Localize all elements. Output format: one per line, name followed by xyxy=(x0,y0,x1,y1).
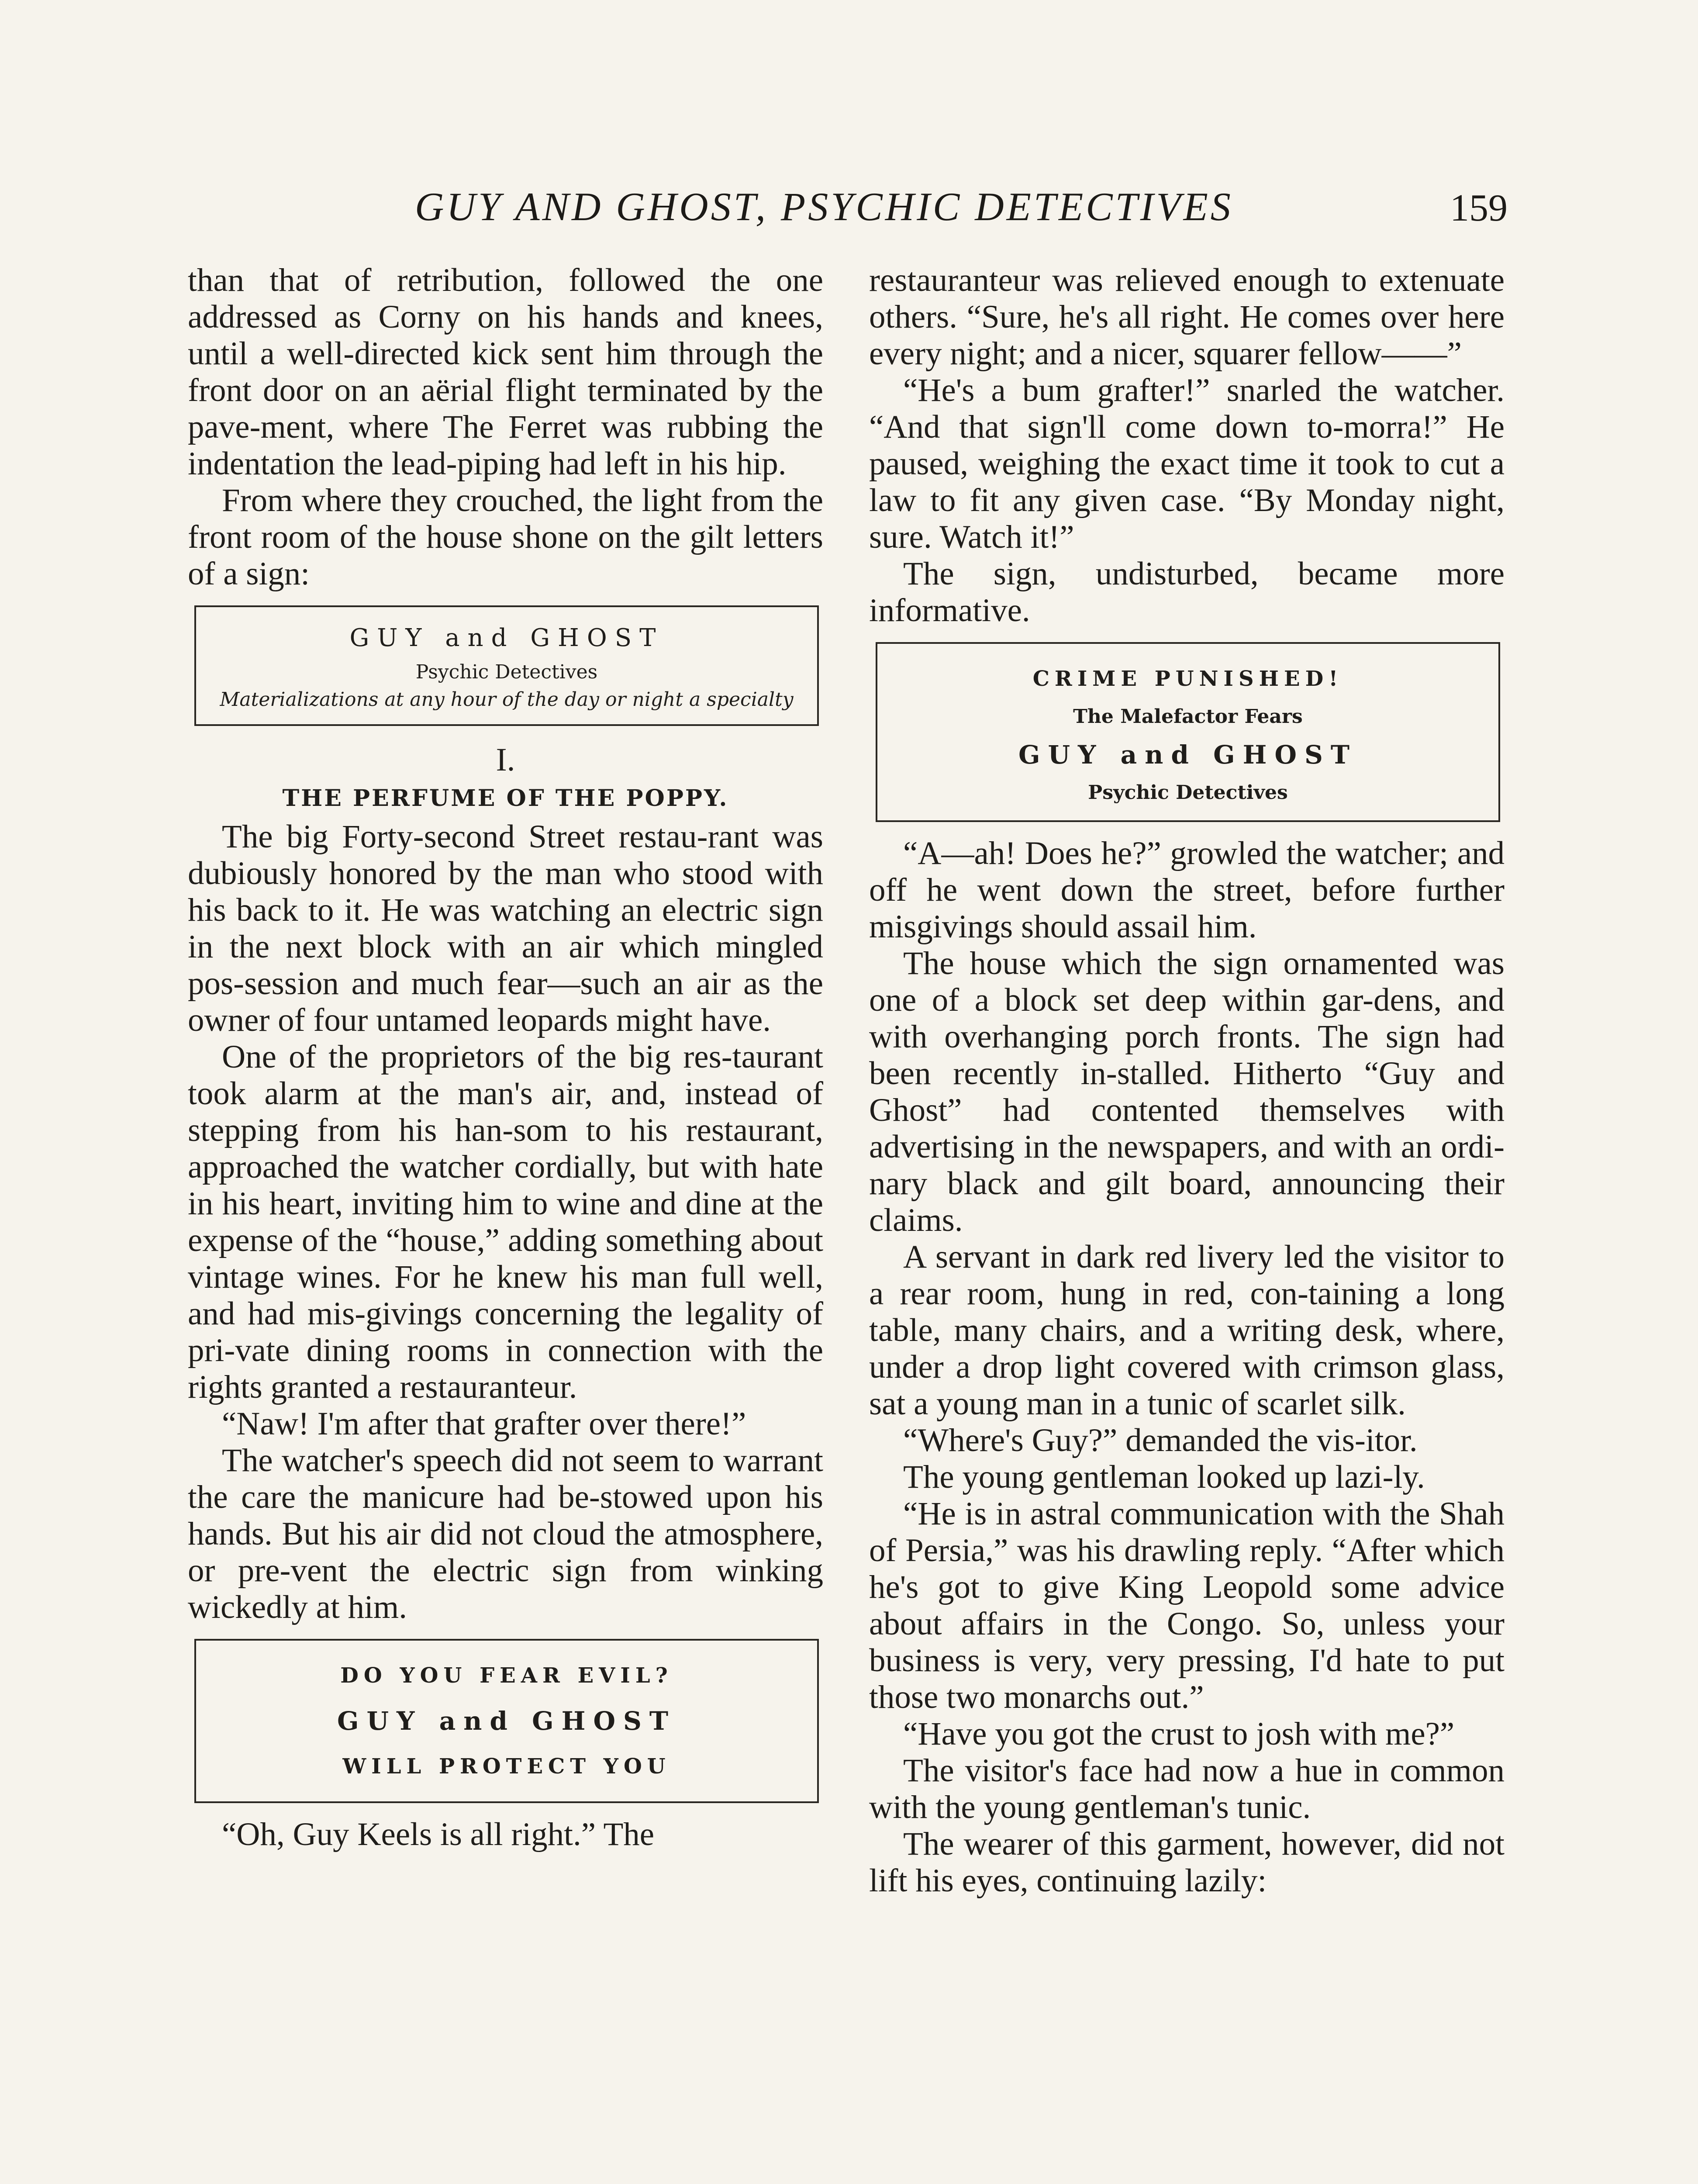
sign-line: GUY and GHOST xyxy=(1018,740,1358,770)
paragraph: “Naw! I'm after that grafter over there!” xyxy=(222,1406,746,1442)
paragraph: The sign, undisturbed, became more informative. xyxy=(869,556,1505,629)
sign-box-fear-evil xyxy=(194,1639,819,1803)
paragraph: “A—ah! Does he?” growled the watcher; and off he went down the street, before further misgivings should assail him. xyxy=(869,835,1505,945)
paragraph: restauranteur was relieved enough to extenuate others. “Sure, he's all right. He comes over here every night; and a nicer, squarer fellow——” xyxy=(869,262,1505,372)
page-number: 159 xyxy=(1450,187,1508,229)
paragraph: The wearer of this garment, however, did not lift his eyes, continuing lazily: xyxy=(869,1826,1505,1899)
sign-line: GUY and GHOST xyxy=(349,624,664,652)
sign-line: DO YOU FEAR EVIL? xyxy=(340,1663,673,1688)
paragraph: “Have you got the crust to josh with me?” xyxy=(903,1716,1455,1752)
sign-box-guy-and-ghost xyxy=(194,605,819,726)
paragraph: “Where's Guy?” demanded the vis-itor. xyxy=(903,1422,1418,1458)
paragraph: The watcher's speech did not seem to warrant the care the manicure had be-stowed upon his hands. But his air did not cloud the atmosphere, or pre-vent the electric sign from winking wickedly at him. xyxy=(188,1442,823,1625)
page-header xyxy=(0,183,1698,245)
sign-line: Materializations at any hour of the day or night a specialty xyxy=(220,688,794,711)
running-title: GUY AND GHOST, PSYCHIC DETECTIVES xyxy=(415,184,1233,229)
paragraph: “He's a bum grafter!” snarled the watcher. “And that sign'll come down to-morra!” He paused, weighing the exact time it took to cut a law to fit any given case. “By Monday night, sure. Watch it!” xyxy=(869,372,1505,555)
sign-line: WILL PROTECT YOU xyxy=(342,1754,671,1779)
sign-line: The Malefactor Fears xyxy=(1073,705,1303,728)
section-title: THE PERFUME OF THE POPPY. xyxy=(282,785,729,812)
sign-box-crime-punished xyxy=(876,642,1500,822)
paragraph: The house which the sign ornamented was one of a block set deep within gar-dens, and with overhanging porch fronts. The sign had been recently in-stalled. Hitherto “Guy and Ghost” had contented themselves with advertising in the newspapers, and with an ordi-nary black and gilt board, announcing their claims. xyxy=(869,945,1505,1238)
paragraph: A servant in dark red livery led the visitor to a rear room, hung in red, con-taining a long table, many chairs, and a writing desk, where, under a drop light covered with crimson glass, sat a young man in a tunic of scarlet silk. xyxy=(869,1239,1505,1422)
sign-line: Psychic Detectives xyxy=(1088,781,1288,804)
paragraph: One of the proprietors of the big res-taurant took alarm at the man's air, and, instead of stepping from his han-som to his restaurant, approached the watcher cordially, but with hate in his heart, inviting him to wine and dine at the expense of the “house,” adding something about vintage wines. For he knew his man full well, and had mis-givings concerning the legality of pri-vate dining rooms in connection with the rights granted a restauranteur. xyxy=(188,1039,823,1405)
sign-line: Psychic Detectives xyxy=(415,661,598,683)
paragraph: than that of retribution, followed the one addressed as Corny on his hands and knees, until a well-directed kick sent him through the front door on an aërial flight terminated by the pave-ment, where The Ferret was rubbing the indentation the lead-piping had left in his hip. xyxy=(188,262,823,482)
paragraph: The young gentleman looked up lazi-ly. xyxy=(903,1459,1425,1495)
paragraph: The visitor's face had now a hue in common with the young gentleman's tunic. xyxy=(869,1752,1505,1825)
paragraph: “He is in astral communication with the Shah of Persia,” was his drawling reply. “After which he's got to give King Leopold some advice about affairs in the Congo. So, unless your business is very, very pressing, I'd hate to put those two monarchs out.” xyxy=(869,1496,1505,1715)
section-numeral: I. xyxy=(496,742,515,778)
paragraph: From where they crouched, the light from the front room of the house shone on the gilt letters of a sign: xyxy=(188,482,823,592)
paragraph: “Oh, Guy Keels is all right.” The xyxy=(222,1816,655,1852)
paragraph: The big Forty-second Street restau-rant was dubiously honored by the man who stood with his back to it. He was watching an electric sign in the next block with an air which mingled pos-session and much fear—such an air as the owner of four untamed leopards might have. xyxy=(188,819,823,1038)
sign-line: CRIME PUNISHED! xyxy=(1032,667,1343,691)
right-column xyxy=(869,262,1505,1899)
left-column xyxy=(188,262,823,1853)
sign-line: GUY and GHOST xyxy=(337,1706,676,1736)
